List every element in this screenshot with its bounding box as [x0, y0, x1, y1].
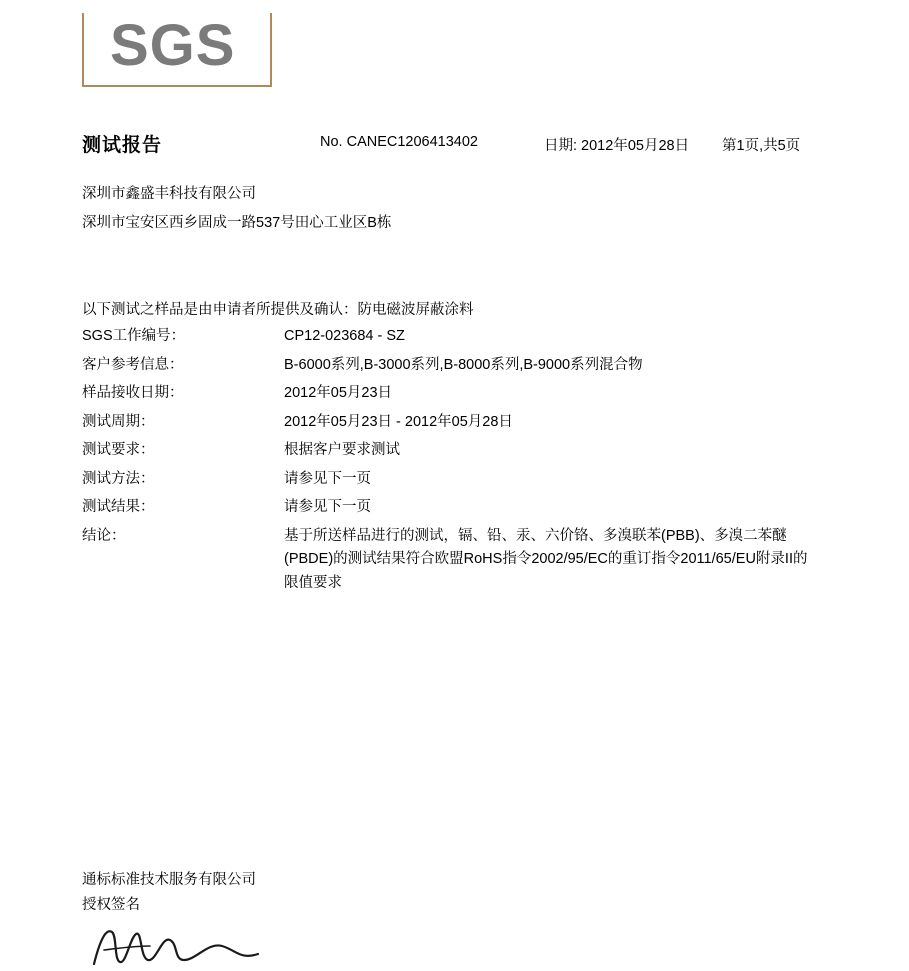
- field-row: [82, 411, 842, 434]
- field-row-conclusion: [82, 525, 842, 596]
- sgs-logo: [82, 10, 272, 90]
- field-list: [82, 325, 842, 601]
- field-label: 测试要求：: [82, 442, 155, 458]
- field-value: 请参见下一页: [284, 470, 371, 487]
- client-address: 深圳市宝安区西乡固成一路537号田心工业区B栋: [82, 215, 392, 231]
- field-row: [82, 468, 842, 491]
- field-value: B-6000系列,B-3000系列,B-8000系列,B-9000系列混合物: [284, 356, 643, 373]
- field-row: [82, 325, 842, 348]
- field-row: [82, 354, 842, 377]
- field-value: CP12-023684 - SZ: [284, 328, 405, 344]
- field-row: [82, 382, 842, 405]
- client-block: [82, 180, 391, 238]
- field-row: [82, 496, 842, 519]
- sample-statement: 以下测试之样品是由申请者所提供及确认：防电磁波屏蔽涂料: [82, 302, 474, 318]
- logo-rule-bottom: [82, 85, 270, 87]
- field-label: SGS工作编号：: [82, 328, 186, 344]
- signature-block: [82, 868, 502, 918]
- report-date: 日期: 2012年05月28日: [544, 138, 690, 154]
- page-title: 测试报告: [82, 135, 163, 156]
- logo-rule-right: [270, 13, 272, 87]
- field-label: 测试周期：: [82, 413, 155, 430]
- field-value: 请参见下一页: [284, 499, 371, 515]
- field-label: 测试方法：: [82, 470, 155, 487]
- field-value: 2012年05月23日: [284, 385, 393, 401]
- field-value: 基于所送样品进行的测试，镉、铅、汞、六价铬、多溴联苯(PBB)、多溴二苯醚(PBDE)的测试结果符合欧盟RoHS指令2002/95/EC的重订指令2011/65/EU附录II的限值要求: [284, 527, 808, 591]
- field-value: 2012年05月23日 - 2012年05月28日: [284, 413, 513, 430]
- page-counter: 第1页,共5页: [722, 138, 801, 154]
- field-row: [82, 439, 842, 462]
- field-label: 客户参考信息：: [82, 356, 184, 373]
- report-header: [82, 130, 842, 156]
- field-label: 结论：: [82, 527, 126, 544]
- logo-rule-left: [82, 13, 84, 87]
- logo-text: SGS: [110, 13, 236, 78]
- signatory-company: 通标标准技术服务有限公司: [82, 872, 256, 888]
- field-value: 根据客户要求测试: [284, 442, 400, 458]
- field-label: 测试结果：: [82, 499, 155, 515]
- field-label: 样品接收日期：: [82, 385, 184, 401]
- client-name: 深圳市鑫盛丰科技有限公司: [82, 186, 256, 202]
- signature-image: [90, 920, 290, 968]
- signatory-label: 授权签名: [82, 897, 140, 913]
- report-number: No. CANEC1206413402: [320, 134, 478, 150]
